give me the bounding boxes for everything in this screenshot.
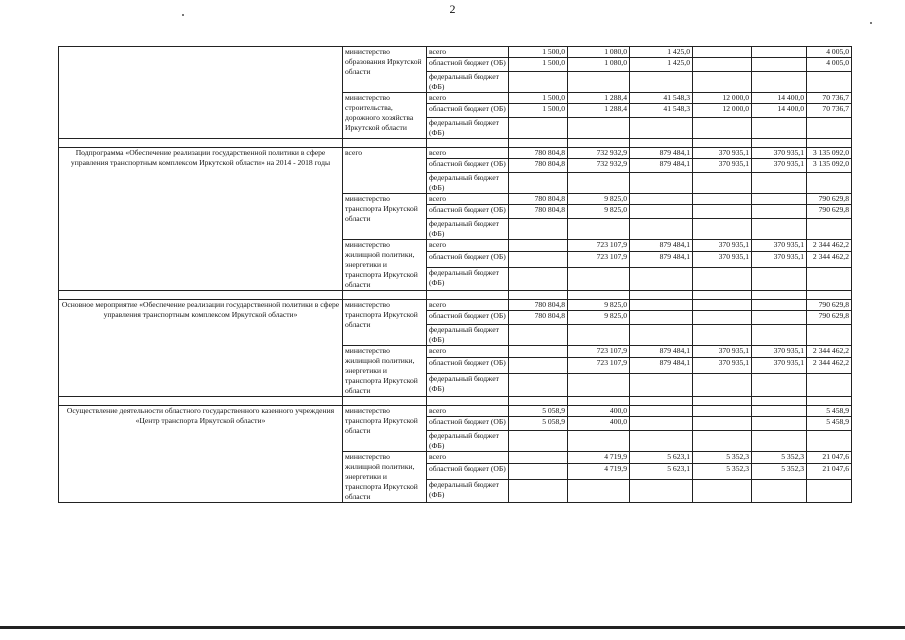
total-value-cell: 70 736,7 bbox=[807, 93, 852, 104]
year-value-cell bbox=[568, 72, 630, 93]
year-value-cell: 5 352,3 bbox=[752, 452, 807, 464]
year-value-cell: 1 288,4 bbox=[568, 93, 630, 104]
total-value-cell: 70 736,7 bbox=[807, 104, 852, 118]
year-value-cell bbox=[752, 58, 807, 72]
empty-cell bbox=[752, 397, 807, 406]
table-row bbox=[59, 47, 852, 58]
funding-source-cell: федеральный бюджет (ФБ) bbox=[427, 479, 509, 502]
year-value-cell bbox=[752, 72, 807, 93]
year-value-cell: 5 623,1 bbox=[630, 452, 693, 464]
year-value-cell bbox=[752, 406, 807, 417]
year-value-cell bbox=[752, 205, 807, 219]
year-value-cell bbox=[509, 267, 568, 290]
empty-cell bbox=[807, 291, 852, 300]
year-value-cell bbox=[752, 417, 807, 431]
year-value-cell bbox=[752, 47, 807, 58]
total-value-cell bbox=[807, 118, 852, 139]
total-value-cell: 3 135 092,0 bbox=[807, 148, 852, 159]
year-value-cell bbox=[693, 72, 752, 93]
year-value-cell bbox=[630, 373, 693, 396]
year-value-cell bbox=[752, 267, 807, 290]
year-value-cell bbox=[752, 479, 807, 502]
year-value-cell: 732 932,9 bbox=[568, 148, 630, 159]
empty-cell bbox=[509, 291, 568, 300]
spacer-row bbox=[59, 139, 852, 148]
table-row bbox=[59, 300, 852, 311]
year-value-cell bbox=[630, 267, 693, 290]
funding-source-cell: всего bbox=[427, 300, 509, 311]
year-value-cell bbox=[630, 219, 693, 240]
year-value-cell bbox=[509, 325, 568, 346]
empty-cell bbox=[568, 291, 630, 300]
year-value-cell bbox=[568, 267, 630, 290]
funding-source-cell: всего bbox=[427, 47, 509, 58]
empty-cell bbox=[509, 139, 568, 148]
year-value-cell: 5 058,9 bbox=[509, 417, 568, 431]
year-value-cell bbox=[630, 311, 693, 325]
year-value-cell bbox=[752, 431, 807, 452]
year-value-cell bbox=[630, 406, 693, 417]
year-value-cell: 370 935,1 bbox=[693, 252, 752, 268]
year-value-cell: 370 935,1 bbox=[752, 148, 807, 159]
empty-cell bbox=[509, 397, 568, 406]
year-value-cell bbox=[693, 267, 752, 290]
year-value-cell bbox=[630, 417, 693, 431]
year-value-cell bbox=[509, 240, 568, 252]
year-value-cell: 780 804,8 bbox=[509, 300, 568, 311]
table-row bbox=[59, 148, 852, 159]
year-value-cell: 9 825,0 bbox=[568, 311, 630, 325]
year-value-cell bbox=[693, 311, 752, 325]
empty-cell bbox=[568, 139, 630, 148]
year-value-cell bbox=[752, 300, 807, 311]
year-value-cell: 14 400,0 bbox=[752, 93, 807, 104]
executor-cell: министерство транспорта Иркутской области bbox=[343, 406, 427, 452]
year-value-cell bbox=[509, 72, 568, 93]
year-value-cell bbox=[630, 72, 693, 93]
year-value-cell bbox=[630, 205, 693, 219]
empty-cell bbox=[693, 397, 752, 406]
year-value-cell bbox=[509, 464, 568, 480]
year-value-cell bbox=[693, 406, 752, 417]
year-value-cell bbox=[630, 300, 693, 311]
scan-speck bbox=[182, 14, 184, 16]
total-value-cell bbox=[807, 219, 852, 240]
funding-source-cell: областной бюджет (ОБ) bbox=[427, 252, 509, 268]
funding-source-cell: всего bbox=[427, 406, 509, 417]
funding-source-cell: всего bbox=[427, 194, 509, 205]
year-value-cell: 780 804,8 bbox=[509, 194, 568, 205]
funding-source-cell: федеральный бюджет (ФБ) bbox=[427, 219, 509, 240]
year-value-cell bbox=[752, 311, 807, 325]
year-value-cell: 5 352,3 bbox=[752, 464, 807, 480]
year-value-cell: 879 484,1 bbox=[630, 346, 693, 358]
year-value-cell bbox=[509, 431, 568, 452]
empty-cell bbox=[752, 139, 807, 148]
empty-cell bbox=[630, 291, 693, 300]
year-value-cell: 1 425,0 bbox=[630, 58, 693, 72]
empty-cell bbox=[752, 291, 807, 300]
executor-cell: министерство транспорта Иркутской области bbox=[343, 300, 427, 346]
empty-cell bbox=[568, 397, 630, 406]
year-value-cell bbox=[693, 417, 752, 431]
empty-cell bbox=[630, 139, 693, 148]
year-value-cell bbox=[693, 205, 752, 219]
empty-cell bbox=[343, 397, 427, 406]
funding-source-cell: областной бюджет (ОБ) bbox=[427, 159, 509, 173]
total-value-cell bbox=[807, 479, 852, 502]
year-value-cell: 780 804,8 bbox=[509, 148, 568, 159]
empty-cell bbox=[807, 139, 852, 148]
total-value-cell: 790 629,8 bbox=[807, 311, 852, 325]
year-value-cell bbox=[693, 118, 752, 139]
year-value-cell bbox=[693, 325, 752, 346]
section-description: Подпрограмма «Обеспечение реализации государственной политики в сфере управления транспортным комплексом Иркутской области» на 2014 - 2018 годы bbox=[59, 148, 343, 291]
total-value-cell: 5 458,9 bbox=[807, 406, 852, 417]
year-value-cell: 1 500,0 bbox=[509, 47, 568, 58]
year-value-cell bbox=[693, 300, 752, 311]
year-value-cell bbox=[509, 252, 568, 268]
funding-source-cell: всего bbox=[427, 240, 509, 252]
empty-cell bbox=[59, 139, 343, 148]
spacer-row bbox=[59, 291, 852, 300]
year-value-cell bbox=[693, 479, 752, 502]
year-value-cell: 370 935,1 bbox=[752, 252, 807, 268]
empty-cell bbox=[693, 291, 752, 300]
year-value-cell: 370 935,1 bbox=[693, 148, 752, 159]
year-value-cell bbox=[568, 219, 630, 240]
funding-source-cell: федеральный бюджет (ФБ) bbox=[427, 72, 509, 93]
funding-source-cell: областной бюджет (ОБ) bbox=[427, 58, 509, 72]
year-value-cell: 41 548,3 bbox=[630, 104, 693, 118]
year-value-cell: 879 484,1 bbox=[630, 148, 693, 159]
year-value-cell bbox=[509, 373, 568, 396]
total-value-cell: 5 458,9 bbox=[807, 417, 852, 431]
year-value-cell: 723 107,9 bbox=[568, 346, 630, 358]
empty-cell bbox=[427, 397, 509, 406]
year-value-cell bbox=[509, 346, 568, 358]
funding-source-cell: всего bbox=[427, 148, 509, 159]
funding-source-cell: областной бюджет (ОБ) bbox=[427, 358, 509, 374]
table-row bbox=[59, 406, 852, 417]
empty-cell bbox=[59, 397, 343, 406]
year-value-cell bbox=[693, 47, 752, 58]
year-value-cell: 370 935,1 bbox=[693, 358, 752, 374]
year-value-cell: 1 080,0 bbox=[568, 58, 630, 72]
executor-cell: министерство жилищной политики, энергетики и транспорта Иркутской области bbox=[343, 346, 427, 397]
funding-source-cell: федеральный бюджет (ФБ) bbox=[427, 173, 509, 194]
year-value-cell: 400,0 bbox=[568, 417, 630, 431]
executor-cell: министерство жилищной политики, энергетики и транспорта Иркутской области bbox=[343, 240, 427, 291]
funding-source-cell: федеральный бюджет (ФБ) bbox=[427, 267, 509, 290]
year-value-cell bbox=[693, 194, 752, 205]
executor-cell: министерство транспорта Иркутской области bbox=[343, 194, 427, 240]
year-value-cell: 1 500,0 bbox=[509, 58, 568, 72]
empty-cell bbox=[427, 139, 509, 148]
funding-source-cell: областной бюджет (ОБ) bbox=[427, 464, 509, 480]
funding-source-cell: федеральный бюджет (ФБ) bbox=[427, 373, 509, 396]
year-value-cell bbox=[630, 479, 693, 502]
year-value-cell: 370 935,1 bbox=[693, 240, 752, 252]
section-description: Осуществление деятельности областного государственного казенного учреждения «Центр транспорта Иркутской области» bbox=[59, 406, 343, 503]
year-value-cell: 1 500,0 bbox=[509, 104, 568, 118]
year-value-cell bbox=[752, 118, 807, 139]
year-value-cell bbox=[752, 325, 807, 346]
year-value-cell: 732 932,9 bbox=[568, 159, 630, 173]
section-description: Основное мероприятие «Обеспечение реализации государственной политики в сфере управления транспортным комплексом Иркутской области» bbox=[59, 300, 343, 397]
empty-cell bbox=[427, 291, 509, 300]
year-value-cell: 879 484,1 bbox=[630, 159, 693, 173]
scan-edge-line bbox=[0, 626, 905, 629]
year-value-cell bbox=[509, 219, 568, 240]
year-value-cell: 879 484,1 bbox=[630, 240, 693, 252]
year-value-cell: 9 825,0 bbox=[568, 194, 630, 205]
funding-source-cell: федеральный бюджет (ФБ) bbox=[427, 431, 509, 452]
empty-cell bbox=[343, 291, 427, 300]
year-value-cell: 14 400,0 bbox=[752, 104, 807, 118]
year-value-cell bbox=[509, 452, 568, 464]
year-value-cell: 5 623,1 bbox=[630, 464, 693, 480]
year-value-cell bbox=[630, 194, 693, 205]
year-value-cell bbox=[568, 479, 630, 502]
empty-cell bbox=[630, 397, 693, 406]
year-value-cell bbox=[509, 173, 568, 194]
year-value-cell: 4 719,9 bbox=[568, 464, 630, 480]
funding-source-cell: федеральный бюджет (ФБ) bbox=[427, 118, 509, 139]
year-value-cell bbox=[568, 431, 630, 452]
executor-cell: министерство образования Иркутской области bbox=[343, 47, 427, 93]
total-value-cell bbox=[807, 267, 852, 290]
year-value-cell: 41 548,3 bbox=[630, 93, 693, 104]
budget-table bbox=[58, 46, 852, 503]
funding-source-cell: всего bbox=[427, 452, 509, 464]
year-value-cell: 370 935,1 bbox=[752, 358, 807, 374]
year-value-cell: 370 935,1 bbox=[693, 346, 752, 358]
total-value-cell bbox=[807, 72, 852, 93]
total-value-cell: 4 005,0 bbox=[807, 47, 852, 58]
year-value-cell bbox=[630, 173, 693, 194]
total-value-cell: 2 344 462,2 bbox=[807, 240, 852, 252]
year-value-cell: 5 352,3 bbox=[693, 452, 752, 464]
year-value-cell: 723 107,9 bbox=[568, 358, 630, 374]
year-value-cell: 780 804,8 bbox=[509, 311, 568, 325]
year-value-cell: 9 825,0 bbox=[568, 300, 630, 311]
year-value-cell bbox=[693, 431, 752, 452]
year-value-cell bbox=[630, 431, 693, 452]
year-value-cell bbox=[693, 219, 752, 240]
total-value-cell bbox=[807, 431, 852, 452]
scan-speck bbox=[870, 22, 872, 24]
year-value-cell bbox=[752, 373, 807, 396]
year-value-cell: 5 058,9 bbox=[509, 406, 568, 417]
spacer-row bbox=[59, 397, 852, 406]
year-value-cell bbox=[509, 118, 568, 139]
year-value-cell bbox=[693, 58, 752, 72]
empty-cell bbox=[343, 139, 427, 148]
year-value-cell: 780 804,8 bbox=[509, 205, 568, 219]
year-value-cell: 723 107,9 bbox=[568, 240, 630, 252]
year-value-cell bbox=[509, 358, 568, 374]
year-value-cell bbox=[752, 219, 807, 240]
year-value-cell bbox=[568, 173, 630, 194]
year-value-cell bbox=[568, 373, 630, 396]
funding-source-cell: всего bbox=[427, 93, 509, 104]
year-value-cell bbox=[568, 325, 630, 346]
page-number: 2 bbox=[449, 2, 456, 16]
year-value-cell bbox=[693, 173, 752, 194]
year-value-cell: 4 719,9 bbox=[568, 452, 630, 464]
executor-cell: министерство строительства, дорожного хозяйства Иркутской области bbox=[343, 93, 427, 139]
year-value-cell bbox=[752, 173, 807, 194]
total-value-cell: 4 005,0 bbox=[807, 58, 852, 72]
funding-source-cell: федеральный бюджет (ФБ) bbox=[427, 325, 509, 346]
year-value-cell: 879 484,1 bbox=[630, 358, 693, 374]
total-value-cell: 2 344 462,2 bbox=[807, 346, 852, 358]
year-value-cell: 370 935,1 bbox=[752, 159, 807, 173]
total-value-cell bbox=[807, 325, 852, 346]
total-value-cell: 2 344 462,2 bbox=[807, 252, 852, 268]
total-value-cell: 21 047,6 bbox=[807, 452, 852, 464]
funding-source-cell: областной бюджет (ОБ) bbox=[427, 417, 509, 431]
year-value-cell: 780 804,8 bbox=[509, 159, 568, 173]
year-value-cell: 12 000,0 bbox=[693, 104, 752, 118]
year-value-cell bbox=[630, 325, 693, 346]
section-description bbox=[59, 47, 343, 139]
total-value-cell: 790 629,8 bbox=[807, 300, 852, 311]
year-value-cell: 400,0 bbox=[568, 406, 630, 417]
total-value-cell: 790 629,8 bbox=[807, 205, 852, 219]
budget-table-body bbox=[59, 47, 852, 503]
year-value-cell bbox=[630, 118, 693, 139]
total-value-cell bbox=[807, 373, 852, 396]
year-value-cell: 370 935,1 bbox=[752, 240, 807, 252]
funding-source-cell: областной бюджет (ОБ) bbox=[427, 311, 509, 325]
total-value-cell: 790 629,8 bbox=[807, 194, 852, 205]
total-value-cell: 3 135 092,0 bbox=[807, 159, 852, 173]
year-value-cell: 9 825,0 bbox=[568, 205, 630, 219]
total-value-cell: 21 047,6 bbox=[807, 464, 852, 480]
executor-cell: министерство жилищной политики, энергетики и транспорта Иркутской области bbox=[343, 452, 427, 503]
year-value-cell: 5 352,3 bbox=[693, 464, 752, 480]
year-value-cell: 12 000,0 bbox=[693, 93, 752, 104]
total-value-cell bbox=[807, 173, 852, 194]
year-value-cell: 1 288,4 bbox=[568, 104, 630, 118]
funding-source-cell: всего bbox=[427, 346, 509, 358]
year-value-cell bbox=[693, 373, 752, 396]
budget-table-wrapper bbox=[58, 46, 851, 503]
year-value-cell: 1 080,0 bbox=[568, 47, 630, 58]
empty-cell bbox=[59, 291, 343, 300]
year-value-cell: 370 935,1 bbox=[752, 346, 807, 358]
year-value-cell bbox=[752, 194, 807, 205]
year-value-cell: 1 425,0 bbox=[630, 47, 693, 58]
funding-source-cell: областной бюджет (ОБ) bbox=[427, 104, 509, 118]
year-value-cell bbox=[509, 479, 568, 502]
total-value-cell: 2 344 462,2 bbox=[807, 358, 852, 374]
year-value-cell bbox=[568, 118, 630, 139]
executor-cell: всего bbox=[343, 148, 427, 194]
year-value-cell: 1 500,0 bbox=[509, 93, 568, 104]
funding-source-cell: областной бюджет (ОБ) bbox=[427, 205, 509, 219]
empty-cell bbox=[807, 397, 852, 406]
year-value-cell: 370 935,1 bbox=[693, 159, 752, 173]
year-value-cell: 879 484,1 bbox=[630, 252, 693, 268]
year-value-cell: 723 107,9 bbox=[568, 252, 630, 268]
empty-cell bbox=[693, 139, 752, 148]
